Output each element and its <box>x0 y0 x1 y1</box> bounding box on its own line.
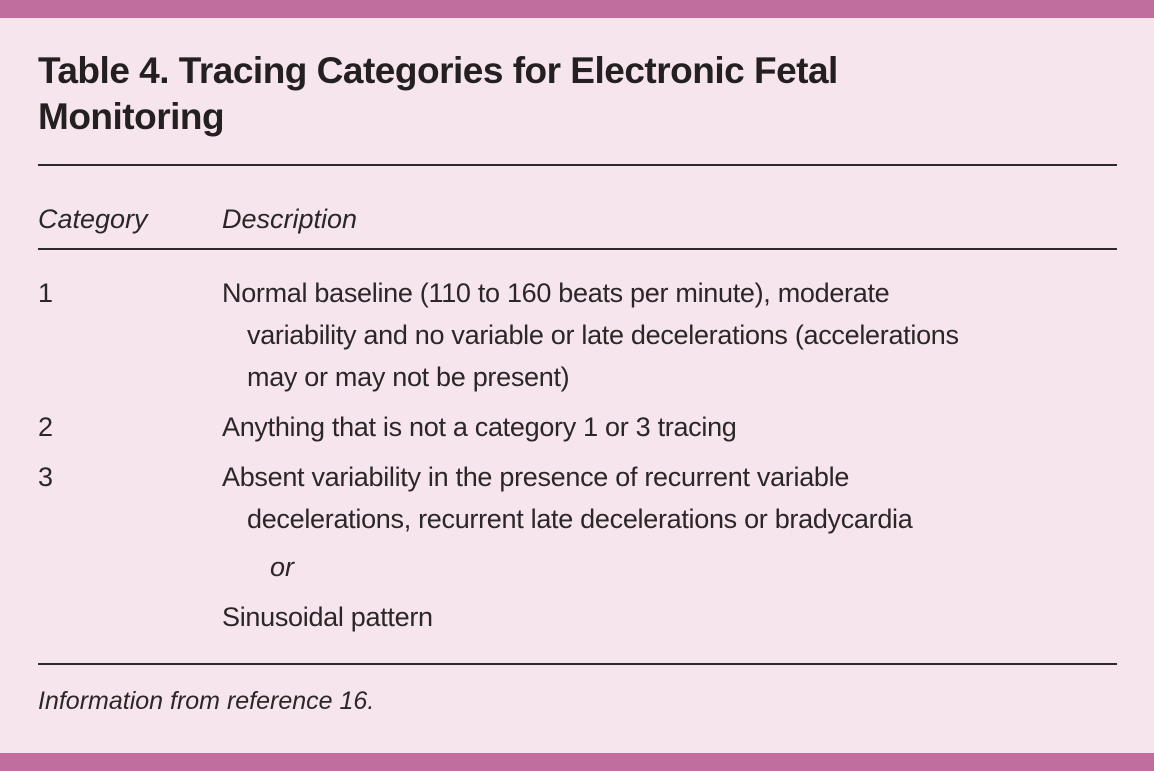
category-number-1: 1 <box>38 278 54 308</box>
or-connector: or <box>270 552 295 582</box>
bottom-divider-rule <box>38 663 1117 665</box>
table-content <box>0 18 1154 721</box>
table-footnote: Information from reference 16. <box>38 687 375 715</box>
description-line: Anything that is not a category 1 or 3 tracing <box>222 412 737 442</box>
table-row-category-1 <box>38 272 1117 398</box>
description-line: Absent variability in the presence of recurrent variable <box>222 462 850 492</box>
column-header-category: Category <box>38 204 148 234</box>
description-category-3 <box>222 456 1117 638</box>
description-line: decelerations, recurrent late decelerations or bradycardia <box>247 504 913 534</box>
bottom-accent-bar <box>0 753 1154 771</box>
header-divider-rule <box>38 248 1117 250</box>
description-category-1 <box>222 272 1117 398</box>
description-line: variability and no variable or late decelerations (accelerations <box>247 320 959 350</box>
table-row-category-2 <box>38 406 1117 448</box>
description-line: may or may not be present) <box>247 362 570 392</box>
column-header-description: Description <box>222 204 358 234</box>
title-divider-rule <box>38 164 1117 166</box>
table-title <box>38 48 1117 140</box>
description-line: Sinusoidal pattern <box>222 602 433 632</box>
description-category-2 <box>222 406 1117 448</box>
table-title-line-1: Table 4. Tracing Categories for Electronic Fetal <box>38 50 838 91</box>
table-title-line-2: Monitoring <box>38 96 225 137</box>
category-number-3: 3 <box>38 462 54 492</box>
category-number-2: 2 <box>38 412 54 442</box>
table-header-row <box>38 198 1117 240</box>
table-row-category-3 <box>38 456 1117 638</box>
description-line: Normal baseline (110 to 160 beats per minute), moderate <box>222 278 890 308</box>
table-body <box>38 272 1117 638</box>
top-accent-bar <box>0 0 1154 18</box>
